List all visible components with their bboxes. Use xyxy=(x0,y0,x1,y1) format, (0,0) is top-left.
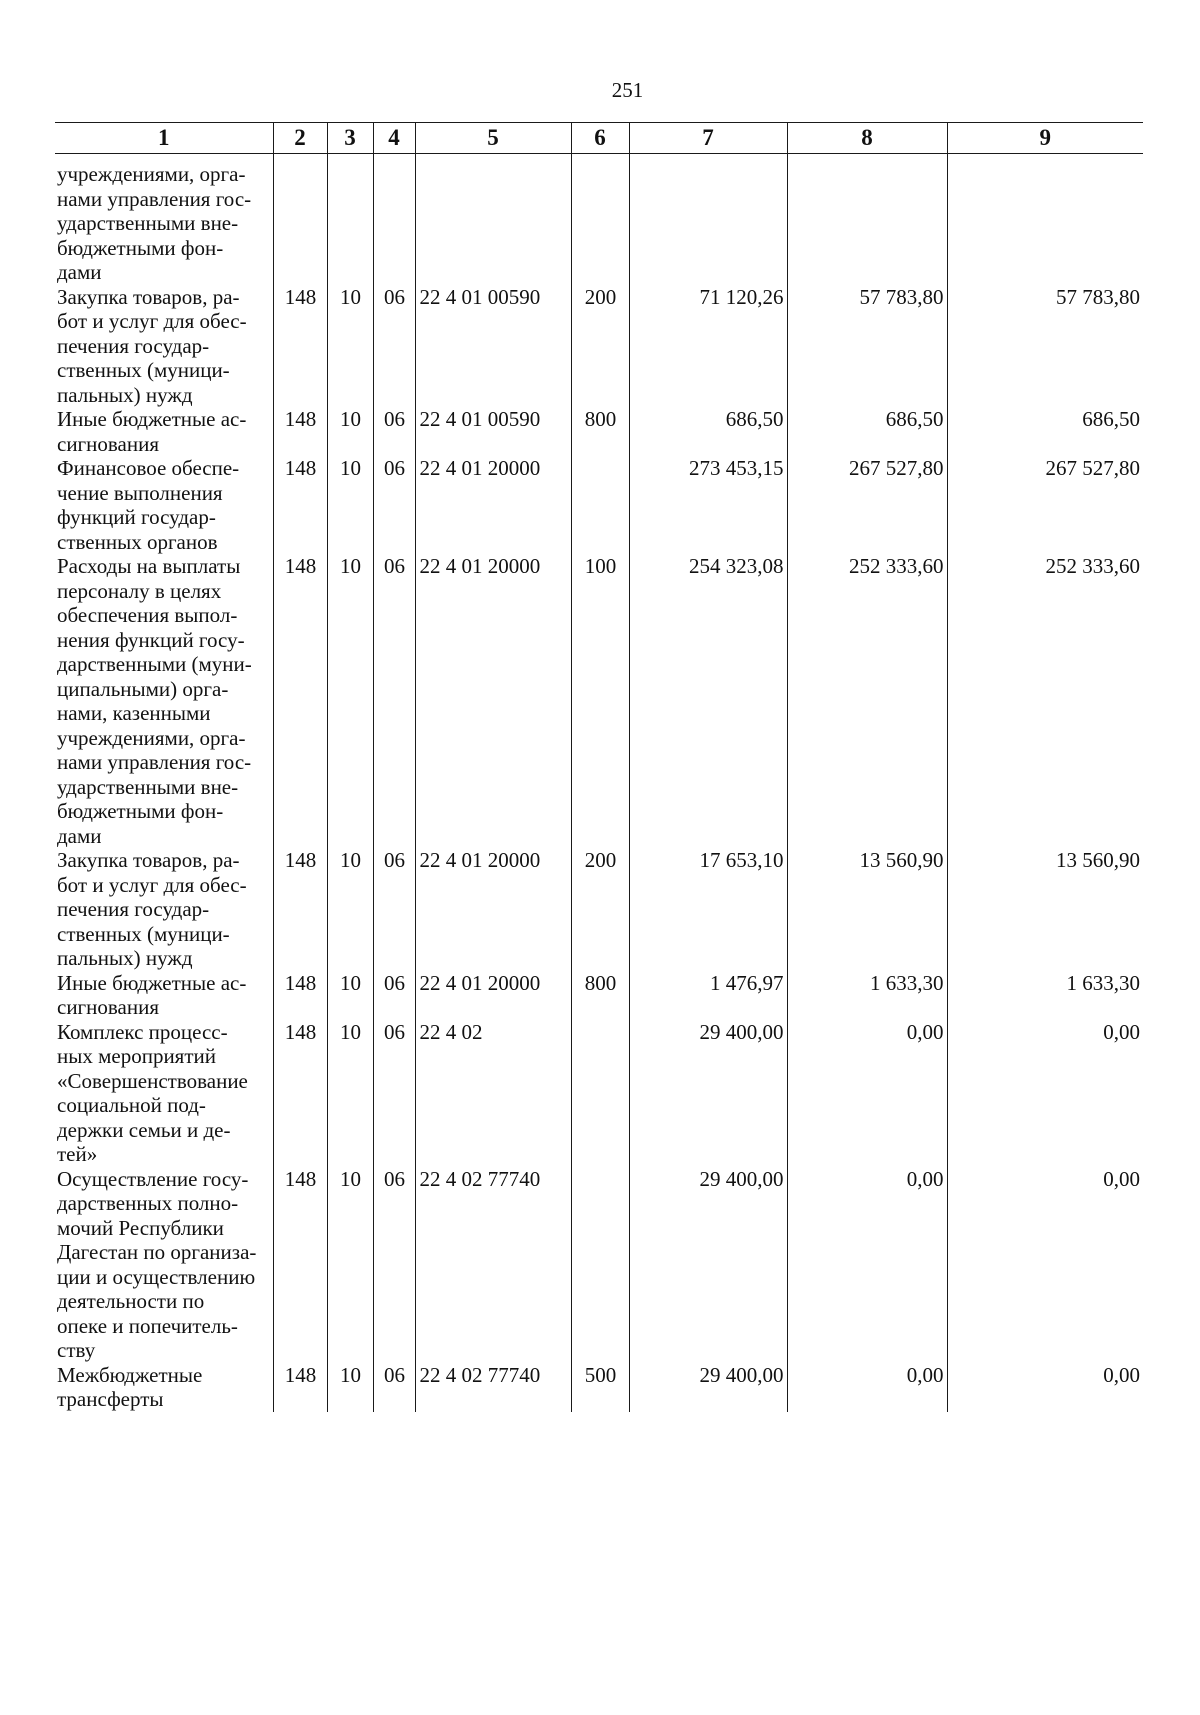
amount-col7: 17 653,10 xyxy=(629,848,787,971)
section-code: 10 xyxy=(327,1020,373,1167)
section-code: 10 xyxy=(327,848,373,971)
column-header: 7 xyxy=(629,123,787,154)
expense-type-code: 800 xyxy=(571,407,629,456)
subsection-code: 06 xyxy=(373,554,415,848)
admin-code: 148 xyxy=(273,554,327,848)
column-header: 3 xyxy=(327,123,373,154)
amount-col9: 1 633,30 xyxy=(947,971,1143,1020)
expense-type-code xyxy=(571,154,629,285)
amount-col7: 29 400,00 xyxy=(629,1167,787,1363)
row-description: Межбюджетные трансферты xyxy=(57,1362,203,1411)
amount-col9: 252 333,60 xyxy=(947,554,1143,848)
budget-table xyxy=(55,122,1143,1412)
row-description: Закупка товаров, ра- бот и услуг для обес- печения государ- ственных (муници- пальных) нужд xyxy=(57,848,247,970)
subsection-code: 06 xyxy=(373,971,415,1020)
section-code xyxy=(327,154,373,285)
admin-code: 148 xyxy=(273,1167,327,1363)
table-row xyxy=(55,154,1143,285)
expense-type-code xyxy=(571,1167,629,1363)
amount-col7: 1 476,97 xyxy=(629,971,787,1020)
target-article-code: 22 4 02 77740 xyxy=(415,1363,571,1412)
subsection-code: 06 xyxy=(373,848,415,971)
amount-col8: 0,00 xyxy=(787,1167,947,1363)
row-description: Осуществление госу- дарственных полно- мочий Республики Дагестан по организа- ции и осуществлению деятельности по опеке и попечитель- ству xyxy=(57,1166,257,1362)
amount-col9: 686,50 xyxy=(947,407,1143,456)
expense-type-code xyxy=(571,456,629,554)
target-article-code: 22 4 01 00590 xyxy=(415,285,571,408)
target-article-code: 22 4 01 20000 xyxy=(415,554,571,848)
target-article-code: 22 4 01 20000 xyxy=(415,971,571,1020)
target-article-code: 22 4 01 20000 xyxy=(415,848,571,971)
expense-type-code: 200 xyxy=(571,848,629,971)
amount-col8: 686,50 xyxy=(787,407,947,456)
section-code: 10 xyxy=(327,971,373,1020)
amount-col8: 57 783,80 xyxy=(787,285,947,408)
table-row xyxy=(55,407,1143,456)
expense-type-code: 100 xyxy=(571,554,629,848)
column-header: 8 xyxy=(787,123,947,154)
table-row xyxy=(55,848,1143,971)
subsection-code: 06 xyxy=(373,456,415,554)
amount-col7: 29 400,00 xyxy=(629,1020,787,1167)
target-article-code: 22 4 02 xyxy=(415,1020,571,1167)
admin-code: 148 xyxy=(273,285,327,408)
target-article-code: 22 4 02 77740 xyxy=(415,1167,571,1363)
amount-col8: 13 560,90 xyxy=(787,848,947,971)
table-row xyxy=(55,456,1143,554)
admin-code: 148 xyxy=(273,848,327,971)
target-article-code: 22 4 01 20000 xyxy=(415,456,571,554)
table-row xyxy=(55,285,1143,408)
amount-col9: 0,00 xyxy=(947,1363,1143,1412)
table-row xyxy=(55,1167,1143,1363)
column-header: 2 xyxy=(273,123,327,154)
expense-type-code xyxy=(571,1020,629,1167)
section-code: 10 xyxy=(327,554,373,848)
table-row xyxy=(55,554,1143,848)
amount-col9 xyxy=(947,154,1143,285)
row-description: Расходы на выплаты персоналу в целях обеспечения выпол- нения функций госу- дарственными (муни- ципальными) орга- нами, казенными учреждениями, орга- нами управления гос- ударственными вне- бюджетными фон- дами xyxy=(57,554,252,848)
admin-code: 148 xyxy=(273,1020,327,1167)
row-description: учреждениями, орга- нами управления гос- ударственными вне- бюджетными фон- дами xyxy=(57,162,252,284)
amount-col9: 57 783,80 xyxy=(947,285,1143,408)
table-row xyxy=(55,971,1143,1020)
row-description: Закупка товаров, ра- бот и услуг для обес- печения государ- ственных (муници- пальных) нужд xyxy=(57,284,247,407)
admin-code: 148 xyxy=(273,407,327,456)
subsection-code xyxy=(373,154,415,285)
amount-col8: 0,00 xyxy=(787,1020,947,1167)
column-header: 9 xyxy=(947,123,1143,154)
table-row xyxy=(55,1363,1143,1412)
budget-table-container xyxy=(55,122,1143,1412)
admin-code: 148 xyxy=(273,1363,327,1412)
page-number: 251 xyxy=(611,78,644,102)
subsection-code: 06 xyxy=(373,1167,415,1363)
admin-code xyxy=(273,154,327,285)
expense-type-code: 500 xyxy=(571,1363,629,1412)
row-description: Финансовое обеспе- чение выполнения функций государ- ственных органов xyxy=(57,456,240,554)
amount-col7: 71 120,26 xyxy=(629,285,787,408)
row-description: Иные бюджетные ас- сигнования xyxy=(57,970,247,1019)
amount-col7: 686,50 xyxy=(629,407,787,456)
section-code: 10 xyxy=(327,456,373,554)
amount-col8: 0,00 xyxy=(787,1363,947,1412)
amount-col8: 1 633,30 xyxy=(787,971,947,1020)
expense-type-code: 200 xyxy=(571,285,629,408)
column-header: 5 xyxy=(415,123,571,154)
admin-code: 148 xyxy=(273,456,327,554)
expense-type-code: 800 xyxy=(571,971,629,1020)
target-article-code: 22 4 01 00590 xyxy=(415,407,571,456)
amount-col9: 13 560,90 xyxy=(947,848,1143,971)
amount-col8: 252 333,60 xyxy=(787,554,947,848)
row-description: Иные бюджетные ас- сигнования xyxy=(57,407,247,456)
admin-code: 148 xyxy=(273,971,327,1020)
section-code: 10 xyxy=(327,1363,373,1412)
amount-col8: 267 527,80 xyxy=(787,456,947,554)
subsection-code: 06 xyxy=(373,285,415,408)
amount-col9: 0,00 xyxy=(947,1167,1143,1363)
amount-col7 xyxy=(629,154,787,285)
amount-col9: 0,00 xyxy=(947,1020,1143,1167)
column-header: 6 xyxy=(571,123,629,154)
row-description: Комплекс процесс- ных мероприятий «Совершенствование социальной под- держки семьи и де- тей» xyxy=(57,1019,248,1166)
amount-col8 xyxy=(787,154,947,285)
subsection-code: 06 xyxy=(373,407,415,456)
column-header: 4 xyxy=(373,123,415,154)
table-header-row xyxy=(55,123,1143,154)
section-code: 10 xyxy=(327,1167,373,1363)
amount-col7: 29 400,00 xyxy=(629,1363,787,1412)
subsection-code: 06 xyxy=(373,1020,415,1167)
table-row xyxy=(55,1020,1143,1167)
subsection-code: 06 xyxy=(373,1363,415,1412)
section-code: 10 xyxy=(327,407,373,456)
section-code: 10 xyxy=(327,285,373,408)
amount-col7: 254 323,08 xyxy=(629,554,787,848)
target-article-code xyxy=(415,154,571,285)
column-header: 1 xyxy=(55,123,273,154)
amount-col9: 267 527,80 xyxy=(947,456,1143,554)
amount-col7: 273 453,15 xyxy=(629,456,787,554)
